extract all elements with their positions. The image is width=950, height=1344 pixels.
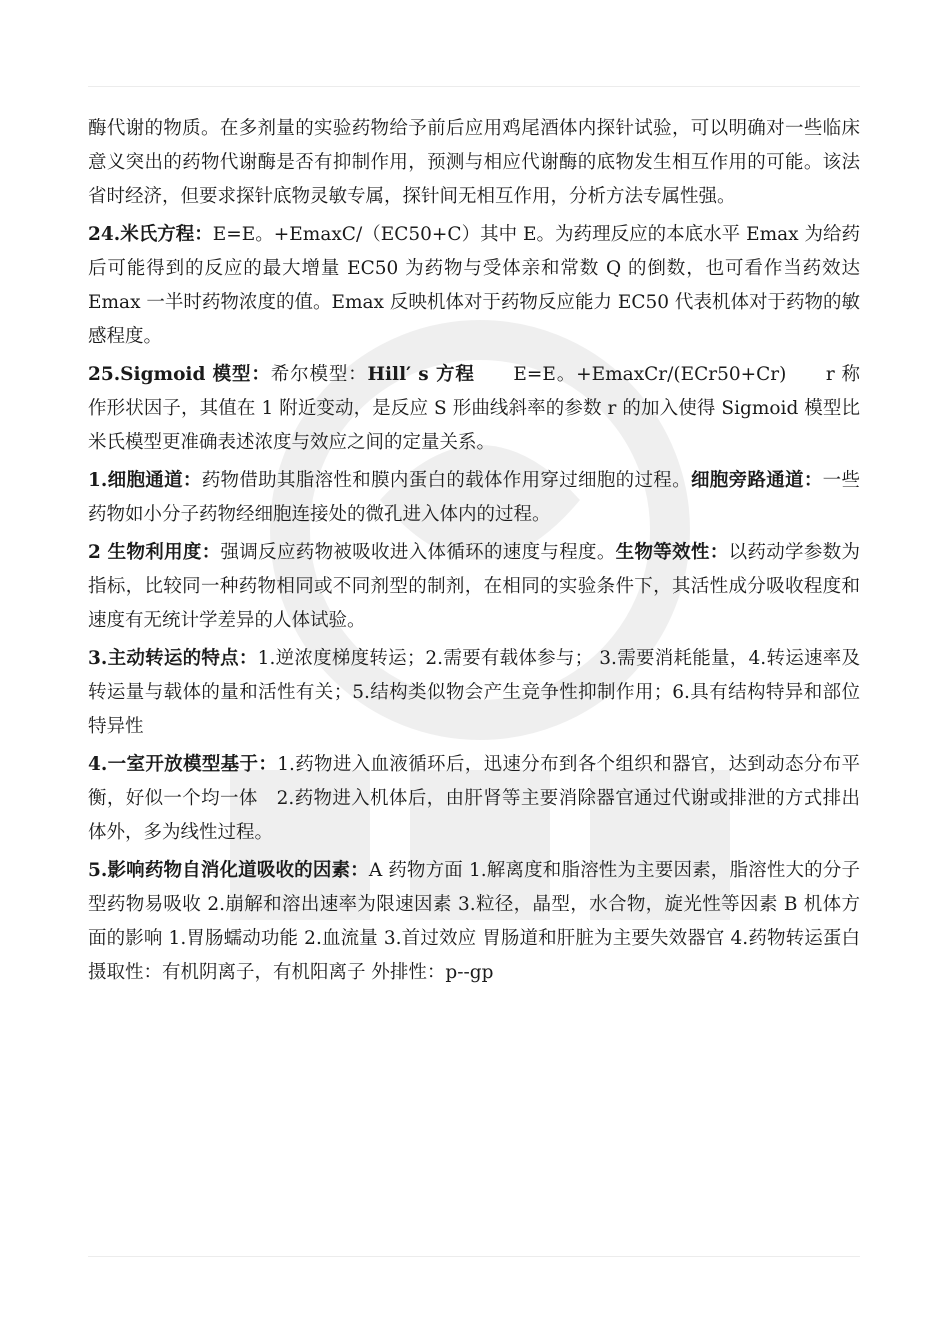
paragraph-text: 药物借助其脂溶性和膜内蛋白的载体作用穿过细胞的过程。 (201, 470, 691, 491)
term-heading: 24.米氏方程： (88, 224, 213, 245)
paragraph (88, 748, 860, 850)
paragraph (88, 218, 860, 354)
term-heading: 生物等效性： (615, 542, 729, 563)
paragraph (88, 112, 860, 214)
paragraph-text: 一些药物如小分子药物经细胞连接处的微孔进入体内的过程。 (88, 470, 860, 525)
paragraph (88, 536, 860, 638)
paragraph (88, 464, 860, 532)
paragraph-text: 强调反应药物被吸收进入体循环的速度与程度。 (220, 542, 616, 563)
term-heading: 5.影响药物自消化道吸收的因素： (88, 860, 369, 881)
document-body (88, 112, 860, 994)
paragraph-text: 以药动学参数为指标，比较同一种药物相同或不同剂型的制剂，在相同的实验条件下，其活性成分吸收程度和速度有无统计学差异的人体试验。 (88, 542, 860, 631)
term-heading: 3.主动转运的特点： (88, 648, 258, 669)
term-heading: 1.细胞通道： (88, 470, 202, 491)
paragraph-text: 1.逆浓度梯度转运；2.需要有载体参与； 3.需要消耗能量，4.转运速率及转运量与载体的量和活性有关；5.结构类似物会产生竞争性抑制作用；6.具有结构特异和部位特异性 (88, 648, 860, 737)
paragraph-text: 酶代谢的物质。在多剂量的实验药物给予前后应用鸡尾酒体内探针试验，可以明确对一些临床意义突出的药物代谢酶是否有抑制作用，预测与相应代谢酶的底物发生相互作用的可能。该法省时经济，但要求探针底物灵敏专属，探针间无相互作用，分析方法专属性强。 (88, 118, 860, 207)
paragraph-text: 希尔模型： (270, 364, 368, 385)
term-heading: 4.一室开放模型基于： (88, 754, 278, 775)
paragraph-text: E=E。+EmaxCr/(ECr50+Cr) r 称作形状因子，其值在 1 附近变动，是反应 S 形曲线斜率的参数 r 的加入使得 Sigmoid 模型比米氏模型更准确表述浓度与效应之间的定量关系。 (88, 364, 860, 453)
paragraph (88, 358, 860, 460)
term-heading: 2 生物利用度： (88, 542, 221, 563)
paragraph (88, 854, 860, 990)
term-heading: Hill′ s 方程 (367, 364, 475, 385)
paragraph (88, 642, 860, 744)
top-rule (88, 86, 860, 87)
paragraph-text: A 药物方面 1.解离度和脂溶性为主要因素，脂溶性大的分子型药物易吸收 2.崩解和溶出速率为限速因素 3.粒径，晶型，水合物，旋光性等因素 B 机体方面的影响 1.胃肠蠕动功能 2.血流量 3.首过效应 胃肠道和肝脏为主要失效器官 4.药物转运蛋白 摄取性：有机阴离子，有机阳离子 外排性：p--gp (88, 860, 860, 983)
term-heading: 25.Sigmoid 模型： (88, 364, 271, 385)
term-heading: 细胞旁路通道： (690, 470, 823, 491)
bottom-rule (88, 1256, 860, 1257)
paragraph-text: E=E。+EmaxC/（EC50+C）其中 E。为药理反应的本底水平 Emax 为给药后可能得到的反应的最大增量 EC50 为药物与受体亲和常数 Q 的倒数，也可看作当药效达 Emax 一半时药物浓度的值。Emax 反映机体对于药物反应能力 EC50 代表机体对于药物的敏感程度。 (88, 224, 860, 347)
paragraph-text: 1.药物进入血液循环后，迅速分布到各个组织和器官，达到动态分布平衡，好似一个均一体 2.药物进入机体后，由肝肾等主要消除器官通过代谢或排泄的方式排出体外，多为线性过程。 (88, 754, 860, 843)
